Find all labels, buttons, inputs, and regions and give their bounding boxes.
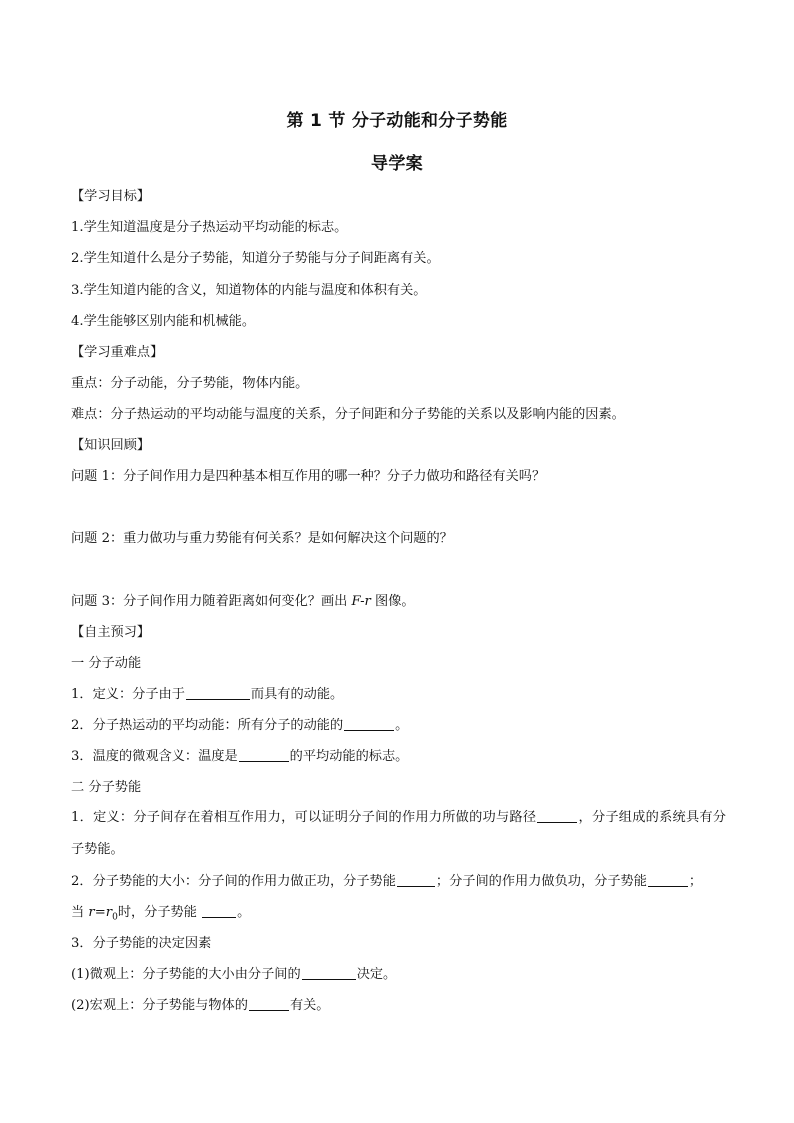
part2-item-3: 3．分子势能的决定因素 xyxy=(71,936,212,951)
section-heading-keypoints: 【学习重难点】 xyxy=(71,345,164,360)
keypoint-difficult: 难点：分子热运动的平均动能与温度的关系，分子间距和分子势能的关系以及影响内能的因素。 xyxy=(71,407,625,422)
fill-blank[interactable] xyxy=(249,997,289,1011)
section-heading-goals: 【学习目标】 xyxy=(71,189,151,204)
fill-blank[interactable] xyxy=(202,904,236,918)
part1-item-3: 3．温度的微观含义：温度是 的平均动能的标志。 xyxy=(71,749,409,764)
fill-blank[interactable] xyxy=(239,748,289,762)
part1-heading: 一 分子动能 xyxy=(71,656,142,671)
goal-item-4: 4.学生能够区别内能和机械能。 xyxy=(71,314,256,329)
part2-item-1: 1．定义：分子间存在着相互作用力，可以证明分子间的作用力所做的功与路径 ，分子组成的系统具有分子势能。 xyxy=(71,810,726,857)
fill-blank[interactable] xyxy=(186,686,250,700)
goal-item-2: 2.学生知道什么是分子势能，知道分子势能与分子间距离有关。 xyxy=(71,251,440,266)
fill-blank[interactable] xyxy=(302,966,356,980)
keypoint-key: 重点：分子动能，分子势能，物体内能。 xyxy=(71,376,309,391)
review-question-3: 问题 3：分子间作用力随着距离如何变化？画出 F-r 图像。 xyxy=(71,594,415,609)
fill-blank[interactable] xyxy=(397,873,435,887)
fill-blank[interactable] xyxy=(648,873,688,887)
review-question-1: 问题 1：分子间作用力是四种基本相互作用的哪一种？分子力做功和路径有关吗？ xyxy=(71,469,546,484)
review-question-2: 问题 2：重力做功与重力势能有何关系？是如何解决这个问题的？ xyxy=(71,531,453,546)
part2-item-2-continued: 当 $r=r_0$时，分子势能 。 xyxy=(71,905,251,923)
part2-item-3-macro: (2)宏观上：分子势能与物体的 有关。 xyxy=(71,998,330,1013)
part1-item-2: 2．分子热运动的平均动能：所有分子的动能的 。 xyxy=(71,718,409,733)
fill-blank[interactable] xyxy=(537,809,577,823)
fill-blank[interactable] xyxy=(344,717,394,731)
part2-heading: 二 分子势能 xyxy=(71,780,142,795)
document-subtitle: 导学案 xyxy=(371,154,423,174)
goal-item-3: 3.学生知道内能的含义，知道物体的内能与温度和体积有关。 xyxy=(71,283,427,298)
part2-item-3-micro: (1)微观上：分子势能的大小由分子间的 决定。 xyxy=(71,967,397,982)
section-heading-preview: 【自主预习】 xyxy=(71,625,151,640)
section-heading-review: 【知识回顾】 xyxy=(71,438,151,453)
document-title: 第 1 节 分子动能和分子势能 xyxy=(286,111,508,131)
goal-item-1: 1.学生知道温度是分子热运动平均动能的标志。 xyxy=(71,220,348,235)
part1-item-1: 1．定义：分子由于 而具有的动能。 xyxy=(71,687,344,702)
part2-item-2: 2．分子势能的大小：分子间的作用力做正功，分子势能 ；分子间的作用力做负功，分子势能 ； xyxy=(71,874,703,889)
